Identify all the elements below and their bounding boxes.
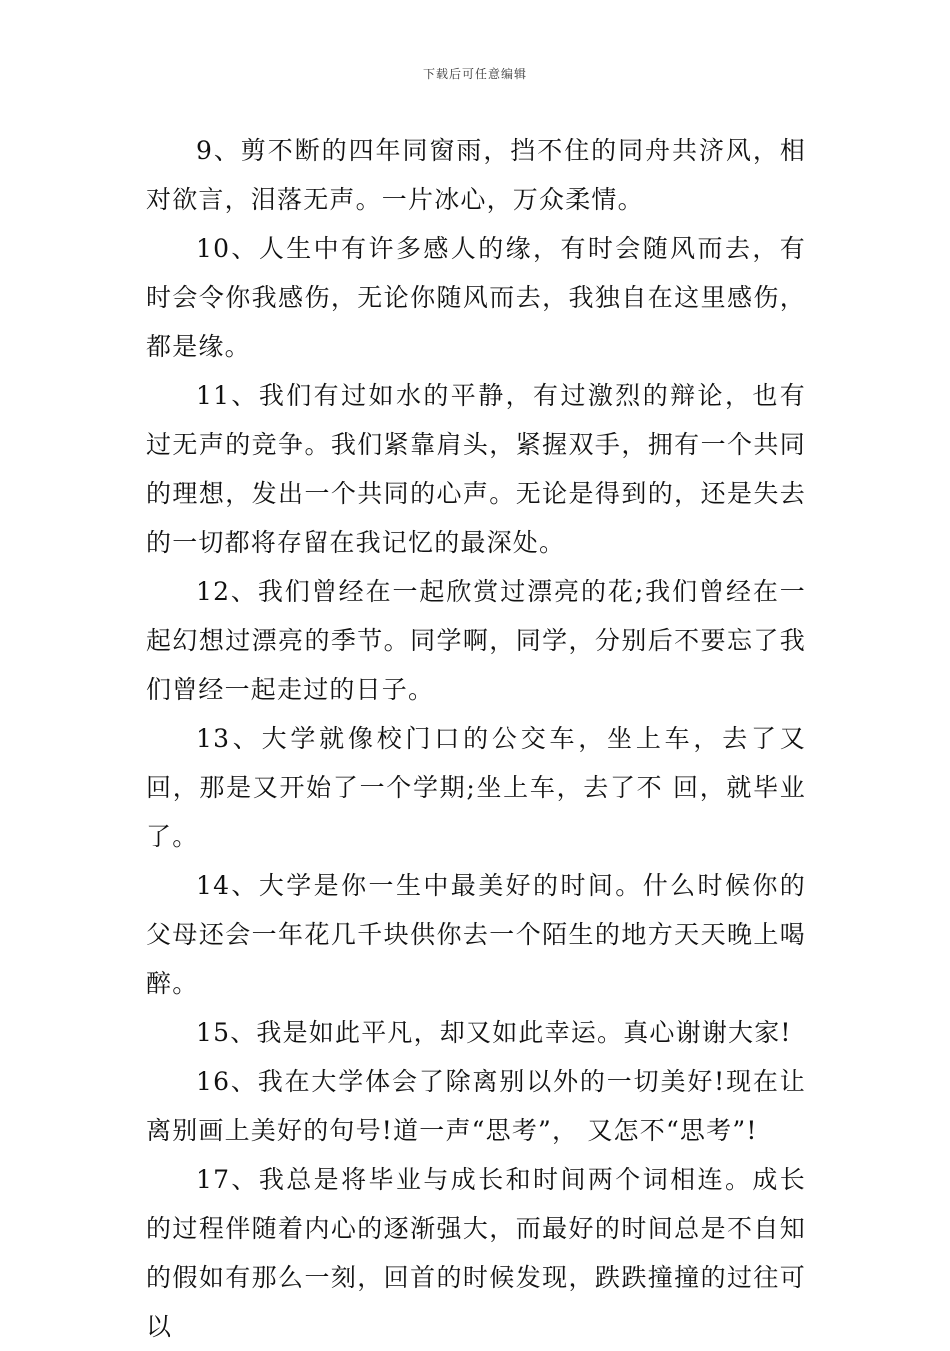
paragraph-12: 12、我们曾经在一起欣赏过漂亮的花;我们曾经在一起幻想过漂亮的季节。同学啊，同学，分别后不要忘了我们曾经一起走过的日子。 (146, 577, 806, 704)
paragraph-9: 9、剪不断的四年同窗雨，挡不住的同舟共济风，相对欲言，泪落无声。一片冰心，万众柔情。 (146, 136, 806, 214)
paragraph-13: 13、大学就像校门口的公交车，坐上车，去了又回，那是又开始了一个学期;坐上车，去了不 回，就毕业了。 (146, 724, 806, 851)
paragraph-10: 10、人生中有许多感人的缘，有时会随风而去，有时会令你我感伤，无论你随风而去，我独自在这里感伤，都是缘。 (146, 234, 806, 361)
header-note: 下载后可任意编辑 (422, 67, 527, 81)
paragraph-16: 16、我在大学体会了除离别以外的一切美好!现在让离别画上美好的句号!道一声“思考”， 又怎不“思考”! (146, 1067, 806, 1145)
paragraph-14: 14、大学是你一生中最美好的时间。什么时候你的父母还会一年花几千块供你去一个陌生的地方天天晚上喝醉。 (146, 871, 806, 998)
paragraph-11: 11、我们有过如水的平静，有过激烈的辩论，也有过无声的竞争。我们紧靠肩头，紧握双手，拥有一个共同的理想，发出一个共同的心声。无论是得到的，还是失去的一切都将存留在我记忆的最深处。 (146, 381, 806, 557)
document-body (146, 126, 806, 1351)
paragraph-15: 15、我是如此平凡，却又如此幸运。真心谢谢大家! (196, 1018, 792, 1047)
paragraph-17: 17、我总是将毕业与成长和时间两个词相连。成长的过程伴随着内心的逐渐强大，而最好的时间总是不自知的假如有那么一刻，回首的时候发现，跌跌撞撞的过往可以 (146, 1165, 806, 1341)
